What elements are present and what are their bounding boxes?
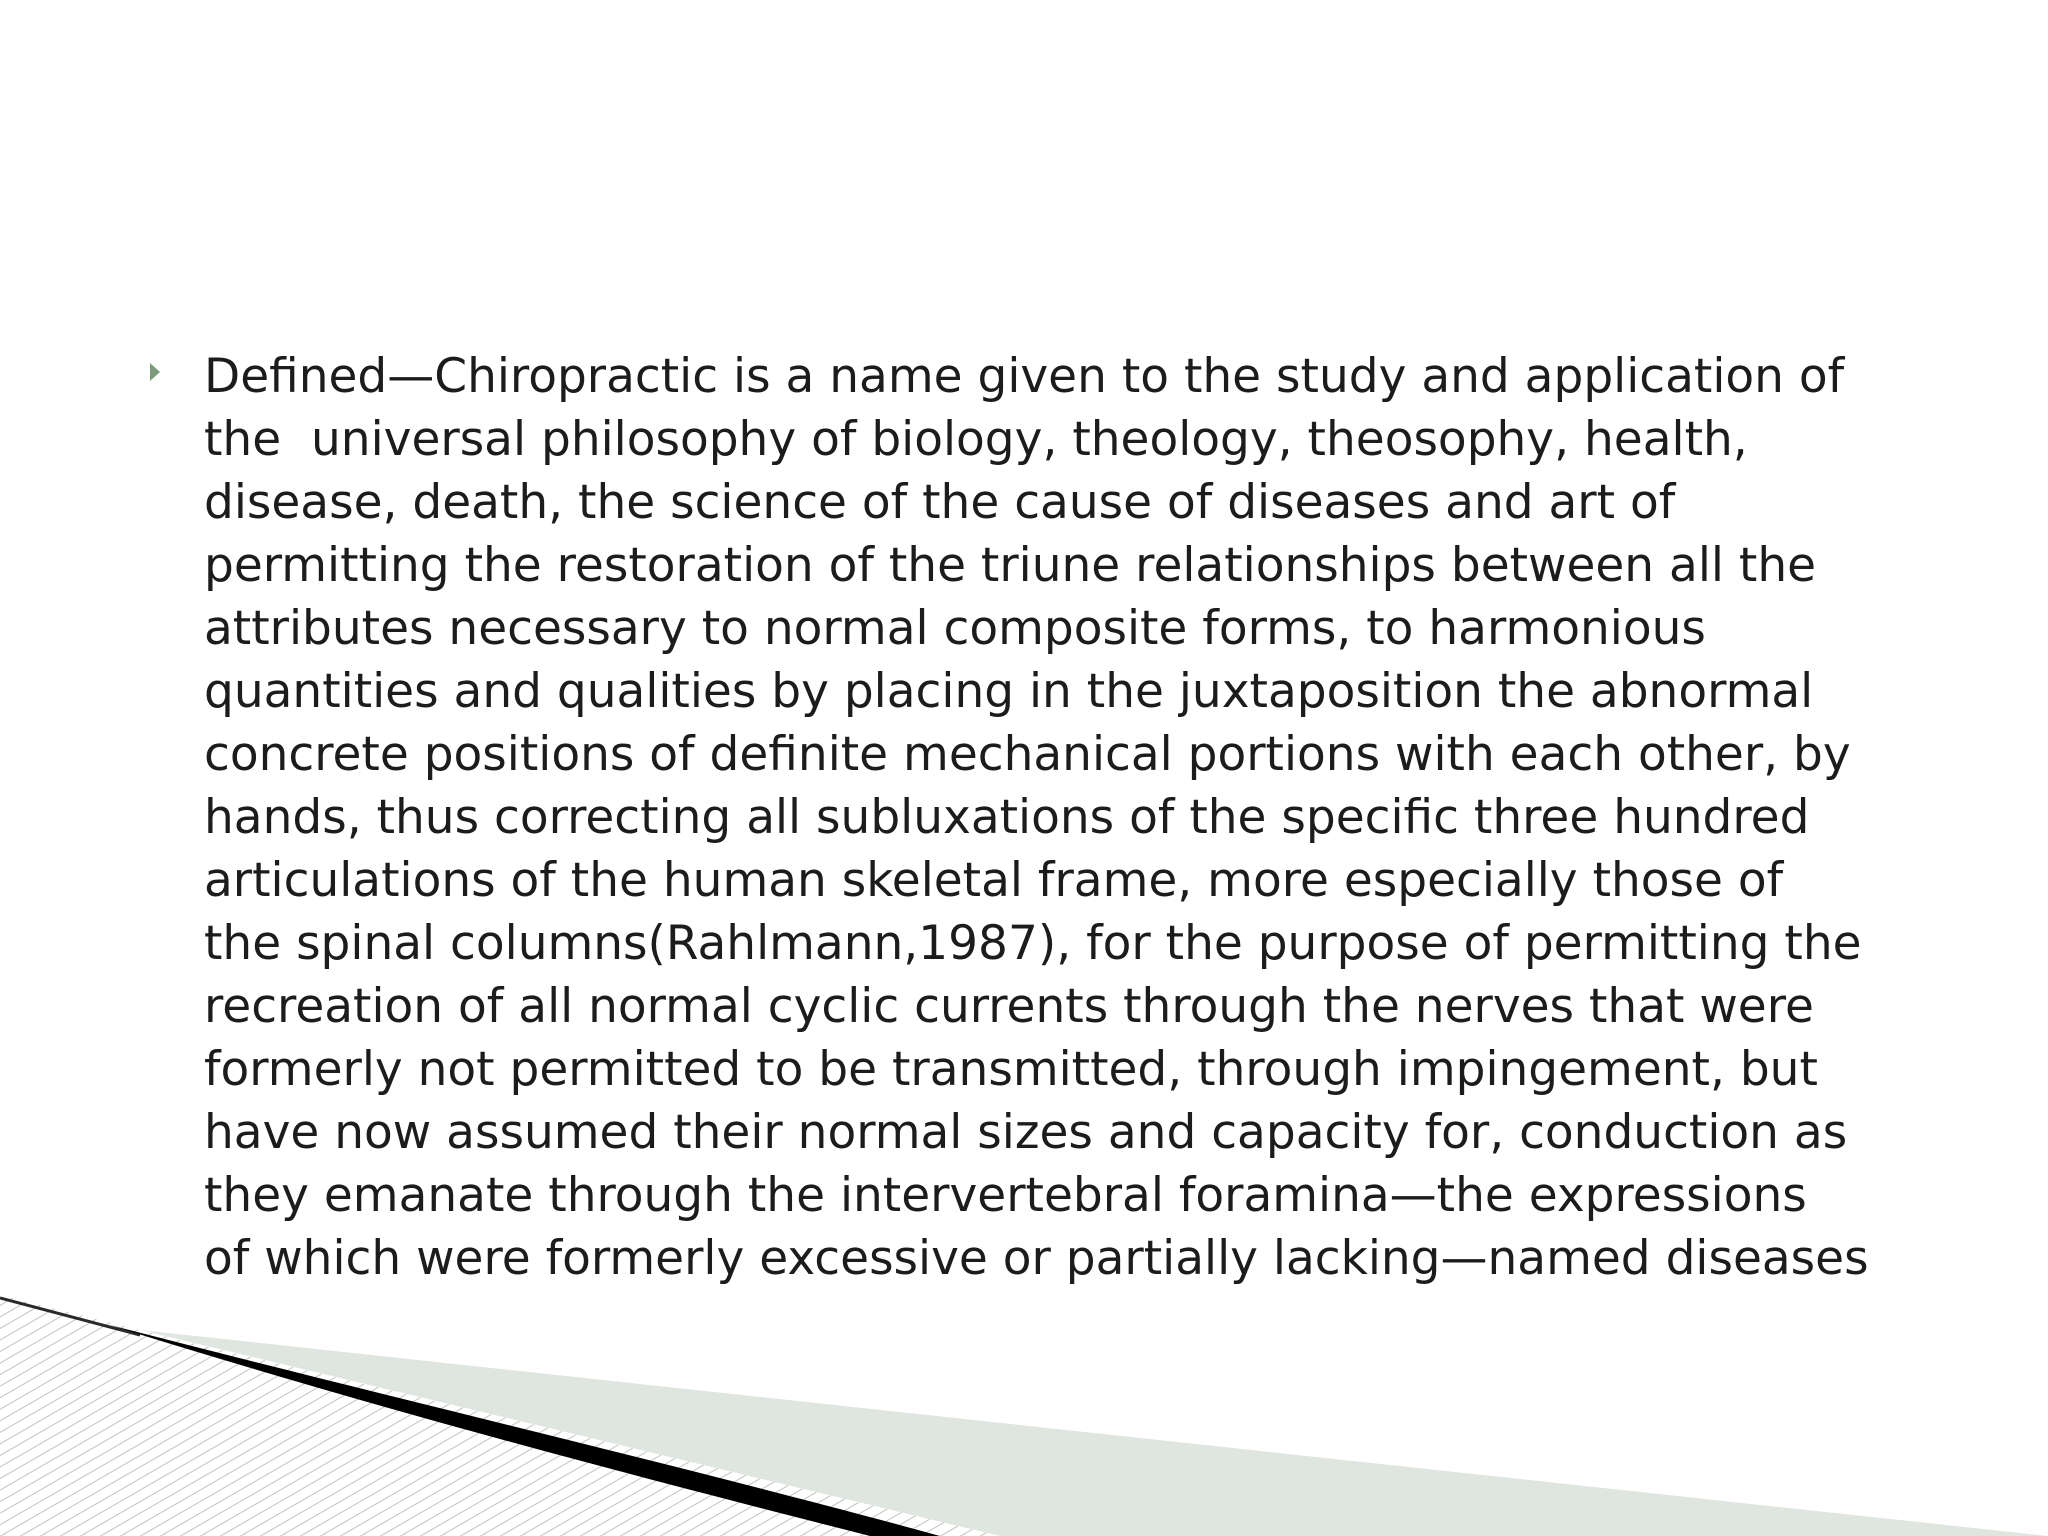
definition-text <box>150 345 1950 1290</box>
text-line: disease, death, the science of the cause of diseases and art of <box>204 475 1676 530</box>
text-line: have now assumed their normal sizes and capacity for, conduction as <box>204 1105 1848 1160</box>
text-line: formerly not permitted to be transmitted, through impingement, but <box>204 1042 1818 1097</box>
text-line: the universal philosophy of biology, theology, theosophy, health, <box>204 412 1748 467</box>
text-line: articulations of the human skeletal frame, more especially those of <box>204 853 1784 908</box>
text-line: permitting the restoration of the triune relationships between all the <box>204 538 1817 593</box>
text-line: they emanate through the intervertebral foramina—the expressions <box>204 1168 1807 1223</box>
text-line: the spinal columns(Rahlmann,1987), for the purpose of permitting the <box>204 916 1862 971</box>
triangle-bullet-icon <box>150 363 160 381</box>
text-line: attributes necessary to normal composite forms, to harmonious <box>204 601 1706 656</box>
text-line: recreation of all normal cyclic currents through the nerves that were <box>204 979 1814 1034</box>
text-line: concrete positions of definite mechanical portions with each other, by <box>204 727 1851 782</box>
text-line: quantities and qualities by placing in the juxtaposition the abnormal <box>204 664 1814 719</box>
bullet-paragraph <box>150 345 1950 1290</box>
text-line: Defined—Chiropractic is a name given to the study and application of <box>204 349 1845 404</box>
text-line: of which were formerly excessive or partially lacking—named diseases <box>204 1231 1869 1286</box>
text-line: hands, thus correcting all subluxations of the specific three hundred <box>204 790 1810 845</box>
